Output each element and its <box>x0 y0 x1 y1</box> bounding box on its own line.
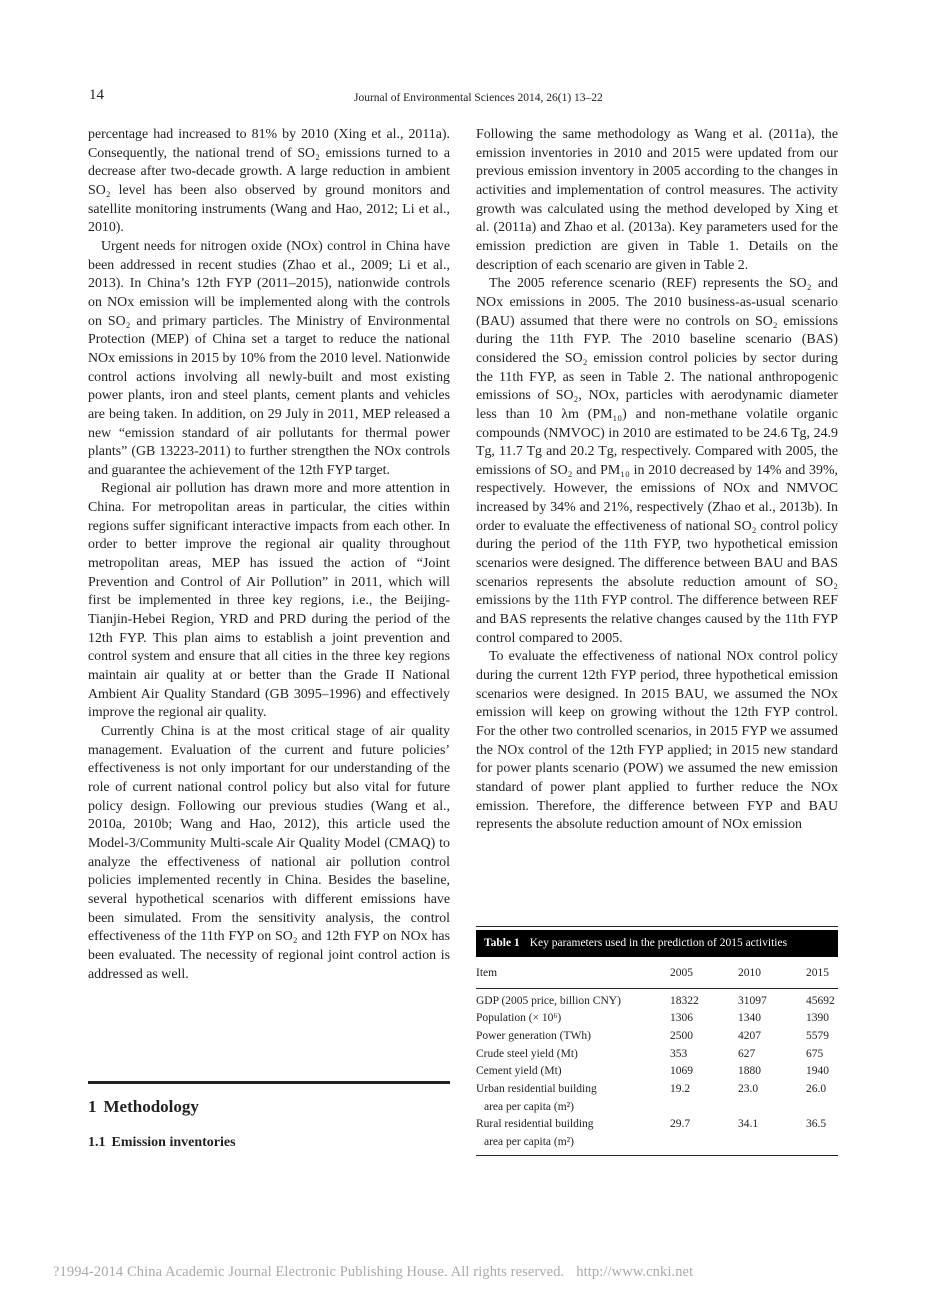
table-cell: 1069 <box>670 1065 693 1077</box>
subsection-title: Emission inventories <box>111 1135 236 1150</box>
table-cell: Rural residential building <box>476 1118 594 1130</box>
table-row <box>476 1046 838 1064</box>
table-caption-text: Key parameters used in the prediction of 2015 activities <box>529 937 788 949</box>
table-cell: 1390 <box>806 1012 829 1024</box>
paragraph: Following the same methodology as Wang et al. (2011a), the emission inventories in 2010 and 2015 were updated from our previous emission inventory in 2005 according to the changes in activities and implementation of control measures. The activity growth was calculated using the method developed by Xing et al. (2011a) and Zhao et al. (2013a). Key parameters used for the emission prediction are given in Table 1. Details on the description of each scenario are given in Table 2. <box>476 127 838 273</box>
table-row <box>476 993 838 1011</box>
table-cell: 29.7 <box>670 1118 691 1130</box>
table-cell: GDP (2005 price, billion CNY) <box>476 995 621 1007</box>
table-caption <box>476 930 838 957</box>
paragraph: The 2005 reference scenario (REF) represents the SO₂ and NOx emissions in 2005. The 2010 business-as-usual scenario (BAU) assumed that there were no controls on SO₂ emissions during the 11th FYP. The 2010 baseline scenario (BAS) considered the SO₂ emission control policies by sector during the 11th FYP, as seen in Table 2. The national anthropogenic emissions of SO₂, NOx, particles with aerodynamic diameter less than 10 λm (PM₁₀) and non-methane volatile organic compounds (NMVOC) in 2010 are estimated to be 24.6 Tg, 24.9 Tg, 11.7 Tg and 20.2 Tg, respectively. Compared with 2005, the emissions of SO₂ and PM₁₀ in 2010 decreased by 14% and 39%, respectively. However, the emissions of NOx and NMVOC increased by 34% and 21%, respectively (Zhao et al., 2013b). In order to evaluate the effectiveness of national SO₂ control policy during the period of the 11th FYP, two hypothetical emission scenarios were designed. The difference between BAU and BAS scenarios represents the absolute reduction amount of SO₂ emissions by the 11th FYP control. The difference between REF and BAS represents the relative changes caused by the 11th FYP control compared to 2005. <box>476 276 838 646</box>
table-header: 2015 <box>806 967 829 979</box>
left-column <box>88 126 450 984</box>
table-cell-continuation: area per capita (m²) <box>484 1100 574 1113</box>
table-row <box>476 1081 838 1117</box>
journal-header: Journal of Environmental Sciences 2014, 26(1) 13–22 <box>354 92 603 104</box>
table-cell: 1340 <box>738 1012 761 1024</box>
right-column <box>476 126 838 835</box>
table-row <box>476 1116 838 1152</box>
table-cell: 1306 <box>670 1012 693 1024</box>
footer-url: http://www.cnki.net <box>576 1264 694 1280</box>
table-cell: Population (× 10⁶) <box>476 1012 562 1024</box>
table-cell: 627 <box>738 1048 756 1060</box>
table-cell: 34.1 <box>738 1118 759 1130</box>
table-label: Table 1 <box>484 937 520 949</box>
table-cell: Power generation (TWh) <box>476 1030 591 1042</box>
paragraph: To evaluate the effectiveness of national NOx control policy during the current 12th FYP period, three hypothetical emission scenarios were designed. In 2015 BAU, we assumed the NOx emission will keep on growing without the 12th FYP control. For the other two controlled scenarios, in 2015 FYP we assumed the NOx control of the 12th FYP applied; in 2015 new standard for power plants scenario (POW) we assumed the new emission standard of power plant applied to further reduce the NOx emission. Therefore, the difference between FYP and BAU represents the absolute reduction amount of NOx emission <box>476 649 838 833</box>
table-cell: 1880 <box>738 1065 761 1077</box>
table-cell: 4207 <box>738 1030 761 1042</box>
section-title: Methodology <box>103 1097 199 1116</box>
table-cell: 2500 <box>670 1030 693 1042</box>
table-row <box>476 1063 838 1081</box>
table-top-rule <box>476 926 838 927</box>
table-cell: 31097 <box>738 995 767 1007</box>
paragraph: Regional air pollution has drawn more and more attention in China. For metropolitan areas in particular, the cities within regions suffer significant interactive impacts from each other. In order to better improve the regional air quality throughout metropolitan areas, MEP has issued the action of “Joint Prevention and Control of Air Pollution” in 2011, which will first be implemented in three key regions, i.e., the Beijing-Tianjin-Hebei Region, YRD and PRD during the period of the 12th FYP. This plan aims to establish a joint prevention and control system and ensure that all cities in the three key regions maintain air quality at or better than the Grade II National Ambient Air Quality Standard (GB 3095–1996) and effectively improve the regional air quality. <box>88 481 450 721</box>
table-cell: 1940 <box>806 1065 829 1077</box>
table-header-rule <box>476 988 838 989</box>
subsection-number: 1.1 <box>88 1135 106 1150</box>
table-cell-continuation: area per capita (m²) <box>484 1135 574 1148</box>
table-cell: Cement yield (Mt) <box>476 1065 562 1077</box>
page-number: 14 <box>89 87 104 103</box>
footer <box>53 1264 693 1281</box>
table-cell: 353 <box>670 1048 688 1060</box>
paragraph: Currently China is at the most critical stage of air quality management. Evaluation of the current and future policies’ effectiveness is not only important for our understanding of the role of current national control policy but also vital for future policy design. Following our previous studies (Wang et al., 2010a, 2010b; Wang and Hao, 2012), this article used the Model-3/Community Multi-scale Air Quality Model (CMAQ) to analyze the effectiveness of national air pollution control policies implemented recently in China. Besides the baseline, several hypothetical scenarios with different emissions have been simulated. From the sensitivity analysis, the control effectiveness of the 11th FYP on SO₂ and 12th FYP on NOx has been evaluated. The necessity of regional joint control action is addressed as well. <box>88 724 450 982</box>
table-bottom-rule <box>476 1155 838 1156</box>
paragraph: Urgent needs for nitrogen oxide (NOx) control in China have been addressed in recent studies (Zhao et al., 2009; Li et al., 2013). In China’s 12th FYP (2011–2015), nationwide controls on NOx emission will be implemented along with the controls on SO₂ and primary particles. The Ministry of Environmental Protection (MEP) of China set a target to reduce the national NOx emissions in 2015 by 10% from the 2010 level. Nationwide control actions involving all newly-built and most existing power plants, iron and steel plants, cement plants and vehicles are being taken. In addition, on 29 July in 2011, MEP released a new “emission standard of air pollutants for thermal power plants” (GB 13223-2011) to further strengthen the NOx controls and guarantee the achievement of the 12th FYP target. <box>88 238 450 478</box>
paragraph: percentage had increased to 81% by 2010 (Xing et al., 2011a). Consequently, the national trend of SO₂ emissions turned to a decrease after two-decade growth. A large reduction in ambient SO₂ level has been also observed by ground monitors and satellite monitoring instruments (Wang and Hao, 2012; Li et al., 2010). <box>88 127 450 236</box>
table-header: Item <box>476 967 498 979</box>
table-row <box>476 1010 838 1028</box>
table-row <box>476 1028 838 1046</box>
table-header-row <box>476 965 838 983</box>
table-cell: 26.0 <box>806 1083 827 1095</box>
table-cell: 18322 <box>670 995 699 1007</box>
table-cell: Crude steel yield (Mt) <box>476 1048 578 1060</box>
section-heading <box>88 1097 199 1117</box>
section-number: 1 <box>88 1097 97 1116</box>
table-cell: 19.2 <box>670 1083 691 1095</box>
subsection-heading <box>88 1135 236 1151</box>
table-cell: 45692 <box>806 995 835 1007</box>
section-divider <box>88 1081 450 1084</box>
table-cell: 675 <box>806 1048 824 1060</box>
table-cell: Urban residential building <box>476 1083 597 1095</box>
copyright-notice: ?1994-2014 China Academic Journal Electronic Publishing House. All rights reserved. <box>53 1264 565 1280</box>
table-cell: 23.0 <box>738 1083 759 1095</box>
table-cell: 5579 <box>806 1030 829 1042</box>
table-cell: 36.5 <box>806 1118 827 1130</box>
table-header: 2005 <box>670 967 693 979</box>
table-header: 2010 <box>738 967 761 979</box>
